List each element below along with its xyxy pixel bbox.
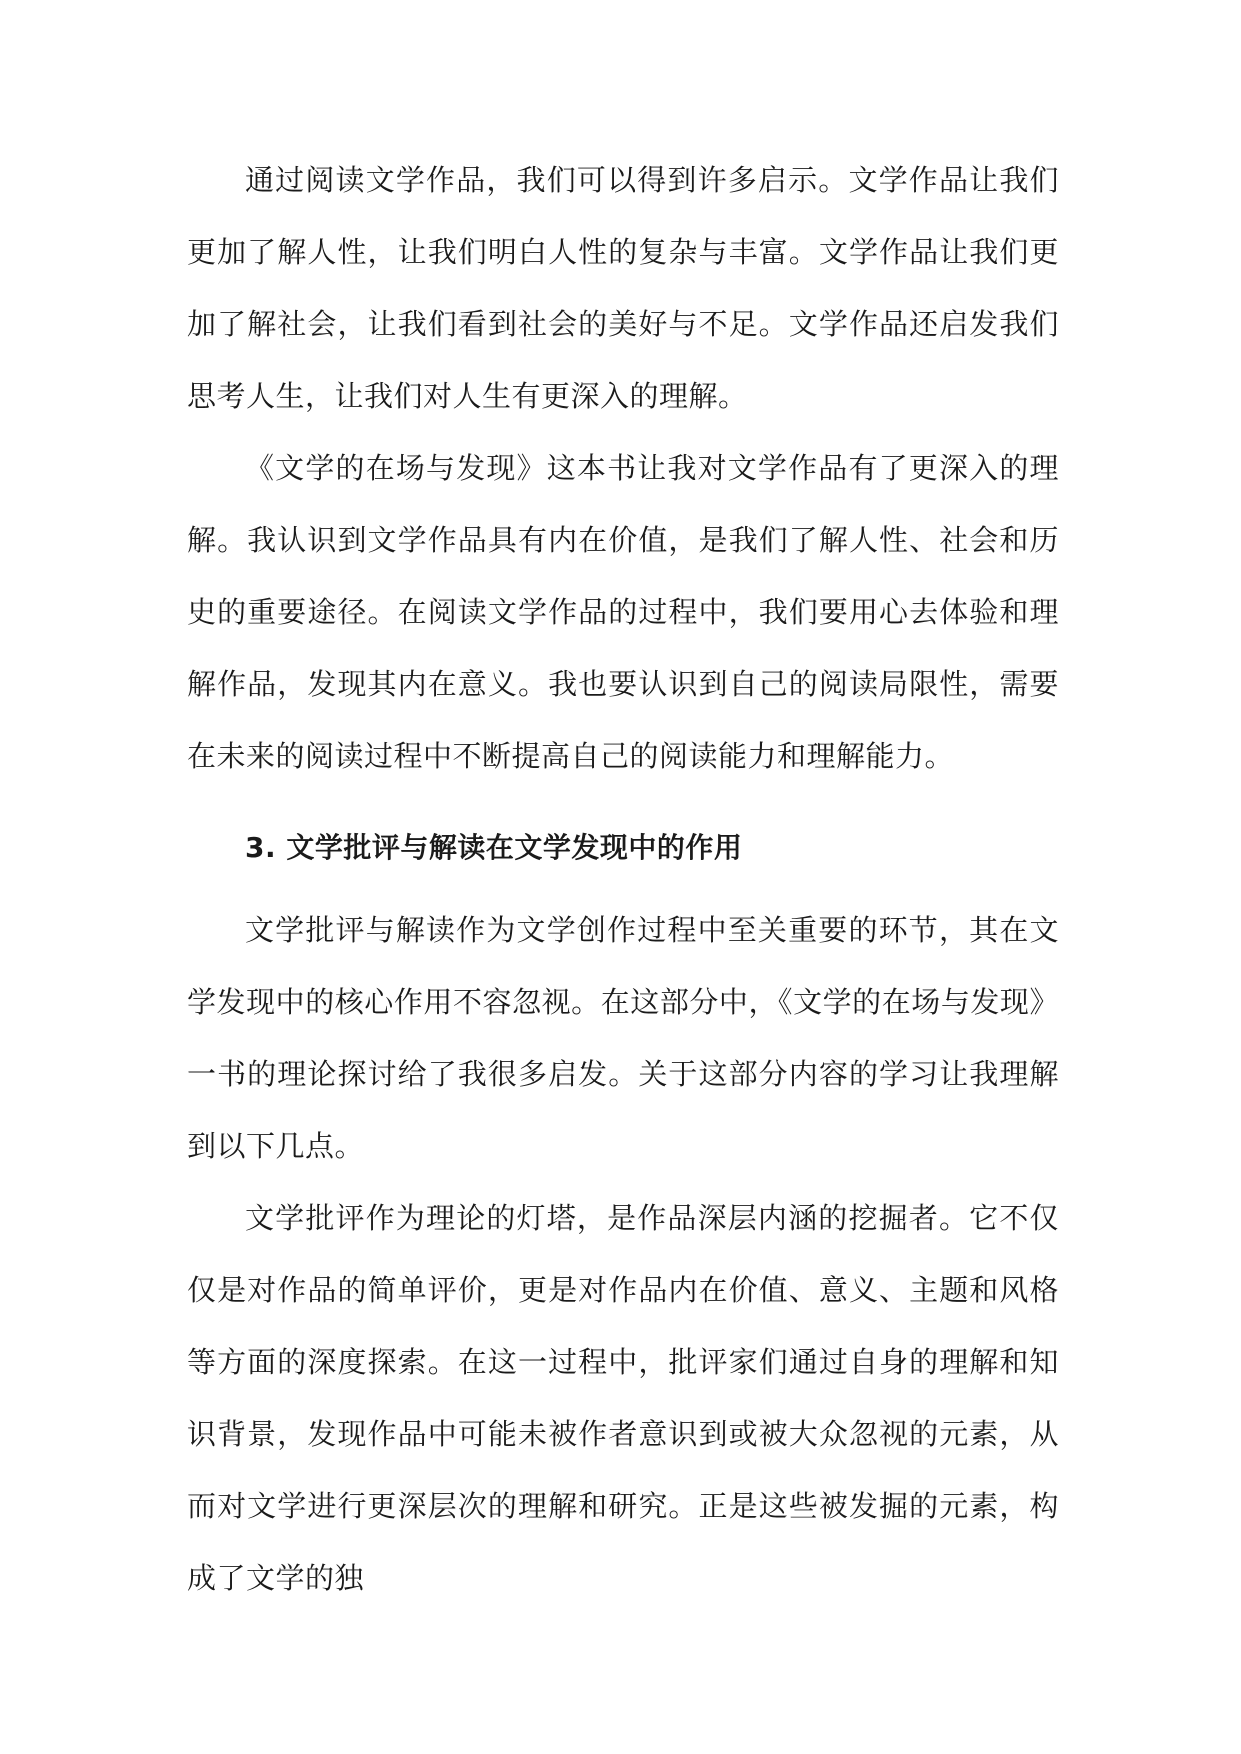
paragraph-criticism-role: 文学批评与解读作为文学创作过程中至关重要的环节，其在文学发现中的核心作用不容忽视。在这部分中，《文学的在场与发现》一书的理论探讨给了我很多启发。关于这部分内容的学习让我理解到以下几点。 [187, 913, 1059, 1163]
paragraph-book-reflection: 《文学的在场与发现》这本书让我对文学作品有了更深入的理解。我认识到文学作品具有内在价值，是我们了解人性、社会和历史的重要途径。在阅读文学作品的过程中，我们要用心去体验和理解作品，发现其内在意义。我也要认识到自己的阅读局限性，需要在未来的阅读过程中不断提高自己的阅读能力和理解能力。 [187, 451, 1059, 773]
paragraph-criticism-lighthouse: 文学批评作为理论的灯塔，是作品深层内涵的挖掘者。它不仅仅是对作品的简单评价，更是对作品内在价值、意义、主题和风格等方面的深度探索。在这一过程中，批评家们通过自身的理解和知识背景，发现作品中可能未被作者意识到或被大众忽视的元素，从而对文学进行更深层次的理解和研究。正是这些被发掘的元素，构成了文学的独 [187, 1201, 1059, 1595]
section-heading: 3. 文学批评与解读在文学发现中的作用 [245, 831, 743, 864]
document-body [187, 144, 1059, 1614]
paragraph-literary-insights: 通过阅读文学作品，我们可以得到许多启示。文学作品让我们更加了解人性，让我们明白人性的复杂与丰富。文学作品让我们更加了解社会，让我们看到社会的美好与不足。文学作品还启发我们思考人生，让我们对人生有更深入的理解。 [187, 163, 1059, 413]
